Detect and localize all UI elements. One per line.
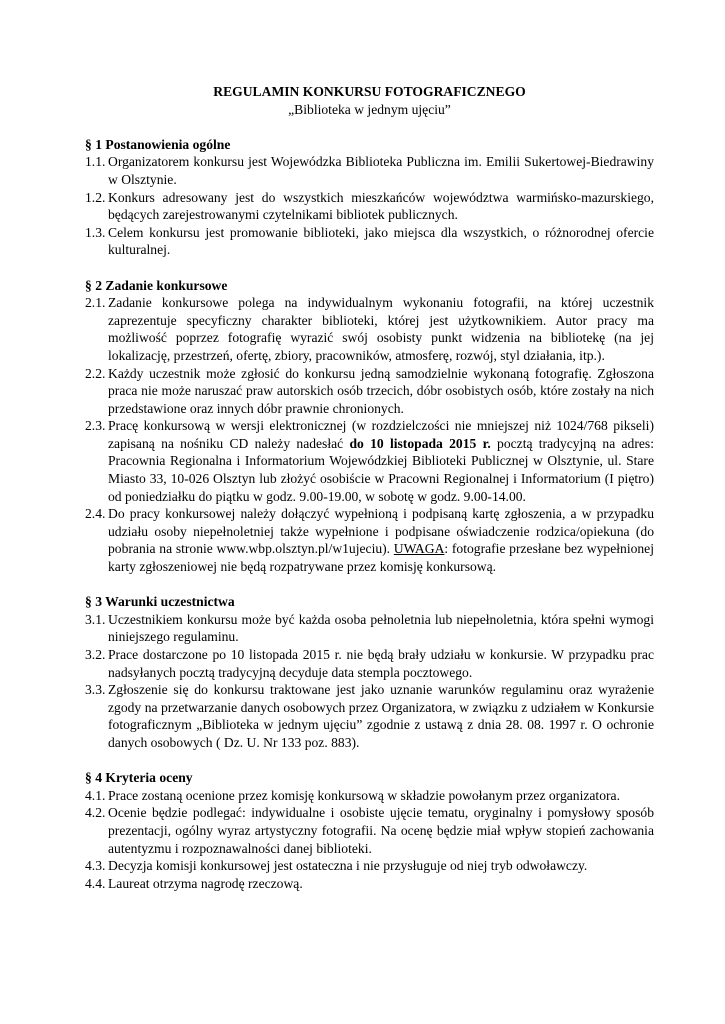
list-item: [85, 365, 654, 418]
section-zadanie-konkursowe: [85, 277, 654, 576]
list-item: [85, 611, 654, 646]
section-heading: § 3 Warunki uczestnictwa: [85, 594, 235, 610]
item-text-part: Pracę konkursową w wersji elektronicznej (w rozdzielczości nie mniejszej niż 1024/768 pikseli) zapisaną na nośniku CD należy nadesłać: [108, 418, 654, 451]
list-item: [85, 787, 654, 805]
item-number: 4.1.: [85, 787, 106, 803]
section-heading: § 2 Zadanie konkursowe: [85, 277, 228, 293]
list-item: [85, 875, 654, 893]
section-warunki-uczestnictwa: [85, 593, 654, 751]
section-heading: § 1 Postanowienia ogólne: [85, 136, 231, 152]
list-item: [85, 189, 654, 224]
item-number: 1.1.: [85, 154, 106, 170]
list-item: [85, 505, 654, 575]
item-number: 2.3.: [85, 418, 106, 434]
deadline-bold: do 10 listopada 2015 r.: [349, 435, 491, 451]
item-number: 2.4.: [85, 506, 106, 522]
item-text: Prace dostarczone po 10 listopada 2015 r. nie będą brały udziału w konkursie. W przypadku prac nadsyłanych pocztą tradycyjną decyduje data stempla pocztowego.: [108, 647, 654, 680]
item-number: 2.2.: [85, 365, 106, 381]
list-item: [85, 646, 654, 681]
item-text: Konkurs adresowany jest do wszystkich mieszkańców województwa warmińsko-mazurskiego, będących zarejestrowanymi czytelnikami bibliotek publicznych.: [108, 189, 654, 223]
list-item: [85, 804, 654, 857]
item-text: Celem konkursu jest promowanie biblioteki, jako miejsca dla wszystkich, o różnorodnej ofercie kulturalnej.: [108, 224, 654, 258]
item-number: 4.4.: [85, 875, 106, 891]
item-text: Każdy uczestnik może zgłosić do konkursu jedną samodzielnie wykonaną fotografię. Zgłoszona praca nie może naruszać praw autorskich osób trzecich, dóbr osobistych osób, które zostały na nich przedstawione oraz innych dóbr prawnie chronionych.: [108, 365, 654, 416]
section-heading: § 4 Kryteria oceny: [85, 770, 193, 786]
item-number: 3.1.: [85, 611, 106, 627]
item-text-part: : fotografie przesłane bez wypełnionej karty zgłoszeniowej nie będą rozpatrywane przez komisję konkursową.: [108, 541, 654, 575]
list-item: [85, 153, 654, 188]
list-item: [85, 417, 654, 505]
item-number: 1.3.: [85, 224, 106, 240]
section-postanowienia-ogolne: [85, 136, 654, 259]
list-item: [85, 294, 654, 364]
item-text: Prace zostaną ocenione przez komisję konkursową w składzie powołanym przez organizatora.: [108, 787, 620, 803]
item-number: 2.1.: [85, 295, 106, 311]
list-item: [85, 857, 654, 875]
warning-underlined: UWAGA: [393, 541, 445, 557]
list-item: [85, 224, 654, 259]
item-text-part: Do pracy konkursowej należy dołączyć wypełnioną i podpisaną kartę zgłoszenia, a w przypadku udziału osoby niepełnoletniej także wypełnione i podpisane oświadczenie rodzica/opiekuna (do pobrania na stronie www.wbp.olsztyn.pl/w1ujeciu).: [108, 506, 654, 557]
item-text: Zgłoszenie się do konkursu traktowane jest jako uznanie warunków regulaminu oraz wyrażenie zgody na przetwarzanie danych osobowych przez Organizatora, w związku z udziałem w Konkursie fotograficznym „Biblioteka w jednym ujęciu” zgodnie z ustawą z dnia 28. 08. 1997 r. O ochronie danych osobowych ( Dz. U. Nr 133 poz. 883).: [108, 682, 654, 750]
item-text: Ocenie będzie podlegać: indywidualne i osobiste ujęcie tematu, oryginalny i pomysłowy sposób prezentacji, ogólny wyraz artystyczny fotografii. Na ocenę będzie miał wpływ stopień zachowania autentyzmu i rozpoznawalności danej biblioteki.: [108, 805, 654, 856]
item-number: 4.2.: [85, 805, 106, 821]
item-number: 3.3.: [85, 682, 106, 698]
item-text-part: pocztą tradycyjną na adres: Pracownia Regionalna i Informatorium Wojewódzkiej Biblioteki Publicznej w Olsztynie, ul. Stare Miasto 33, 10-026 Olsztyn lub złożyć osobiście w Pracowni Regionalnej i Informatorium (I piętro) od poniedziałku do piątku w godz. 9.00-19.00, w sobotę w godz. 9.00-14.00.: [108, 435, 654, 504]
item-text: [108, 505, 654, 575]
item-text: [108, 417, 654, 505]
document-title: REGULAMIN KONKURSU FOTOGRAFICZNEGO: [213, 84, 526, 99]
item-text: Zadanie konkursowe polega na indywidualnym wykonaniu fotografii, na której uczestnik zaprezentuje specyficzny charakter biblioteki, której jest użytkownikiem. Autor pracy ma możliwość poprzez fotografię wyrazić swój osobisty punkt widzenia na bibliotekę (na jej lokalizację, przestrzeń, ofertę, zbiory, pracowników, atmosferę, rozwój, styl działania, itp.).: [108, 295, 654, 363]
document-subtitle: „Biblioteka w jednym ujęciu”: [288, 101, 451, 117]
item-text: Uczestnikiem konkursu może być każda osoba pełnoletnia lub niepełnoletnia, która spełni wymogi niniejszego regulaminu.: [108, 611, 654, 645]
item-text: Organizatorem konkursu jest Wojewódzka Biblioteka Publiczna im. Emilii Sukertowej-Biedrawiny w Olsztynie.: [108, 154, 654, 187]
item-number: 1.2.: [85, 189, 106, 205]
section-kryteria-oceny: [85, 769, 654, 892]
item-number: 3.2.: [85, 647, 106, 662]
item-text: Laureat otrzyma nagrodę rzeczową.: [108, 875, 303, 891]
item-number: 4.3.: [85, 858, 106, 874]
list-item: [85, 681, 654, 751]
item-text: Decyzja komisji konkursowej jest ostateczna i nie przysługuje od niej tryb odwoławczy.: [108, 858, 588, 874]
